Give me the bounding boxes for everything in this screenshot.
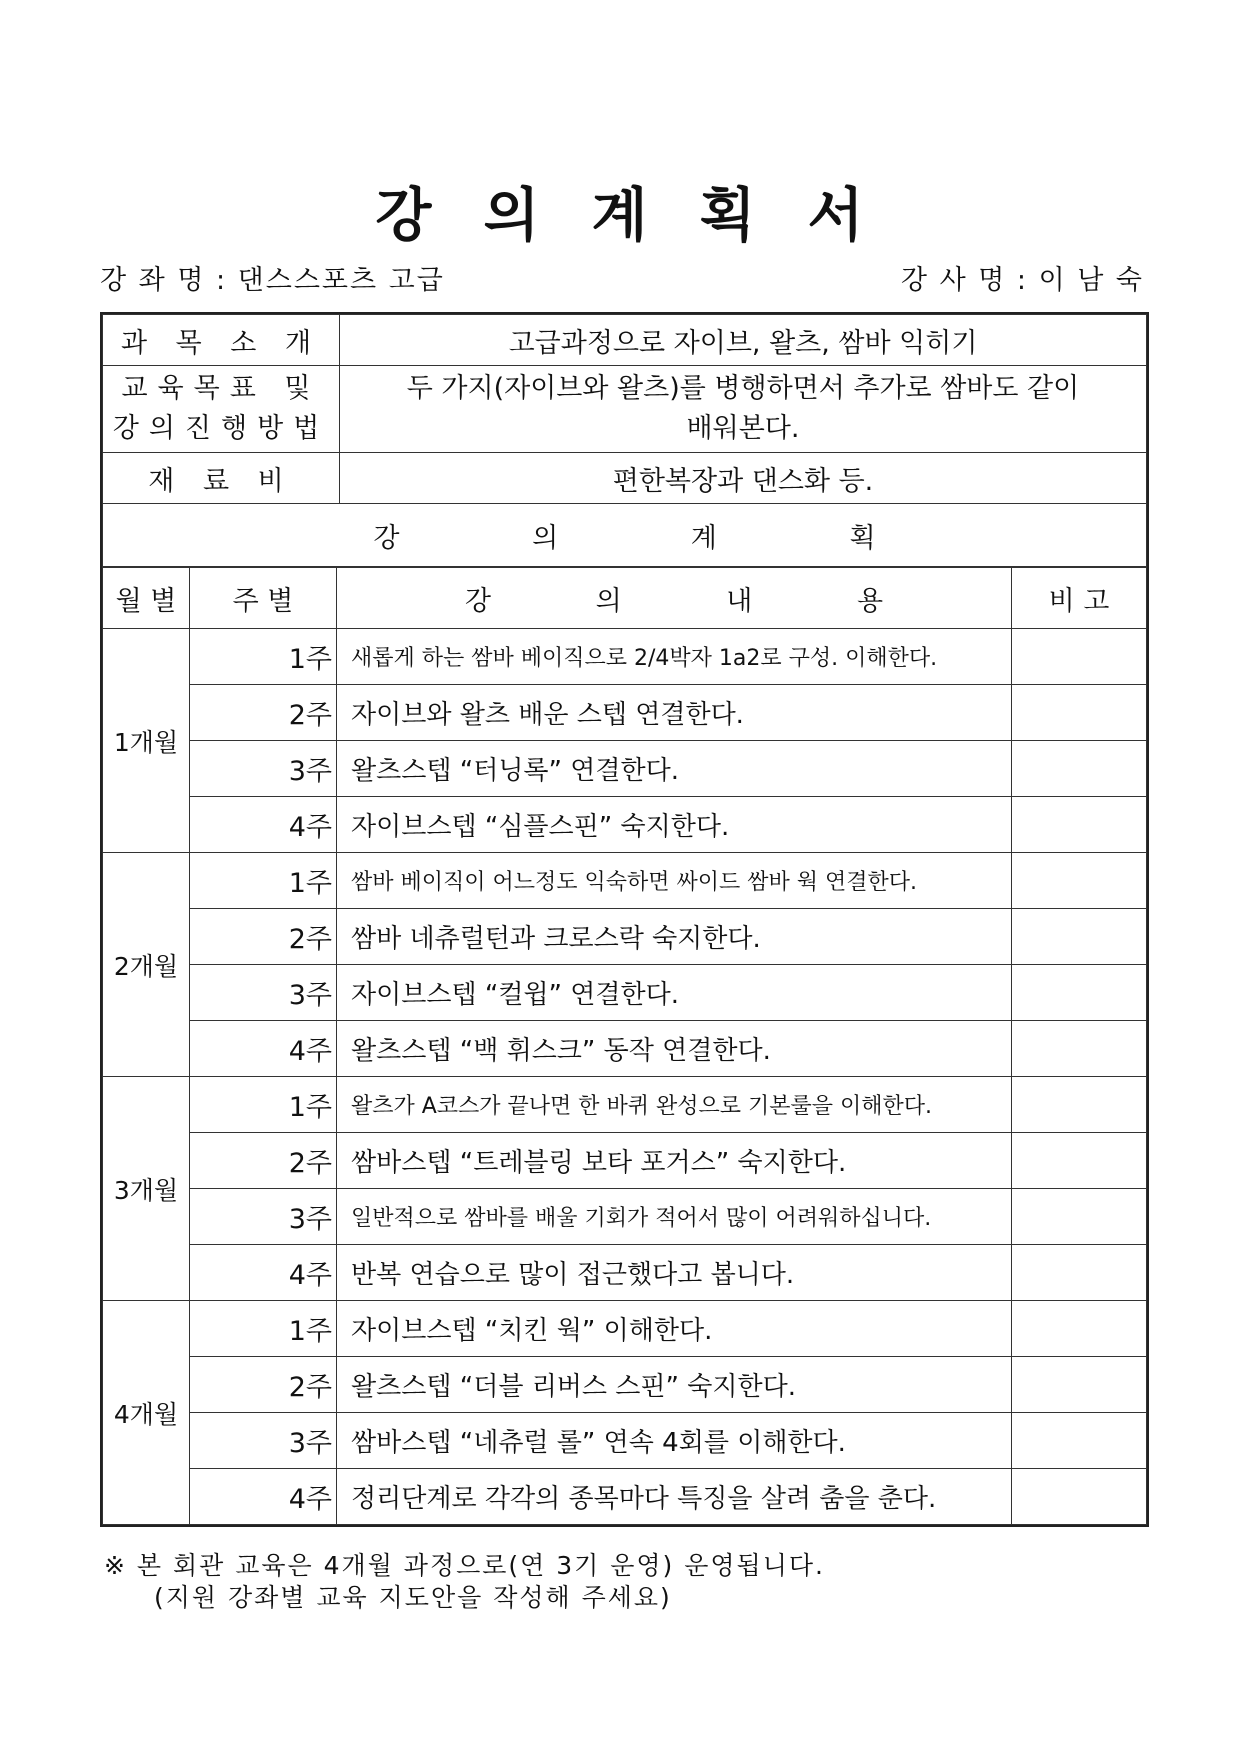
note-cell — [1012, 629, 1147, 685]
week-cell: 2주 — [190, 1357, 337, 1413]
plan-row — [103, 1021, 1147, 1077]
content-cell: 왈츠스텝 “터닝록” 연결한다. — [337, 741, 1012, 797]
material-value: 편한복장과 댄스화 등. — [340, 453, 1147, 504]
intro-row — [103, 315, 1147, 366]
content-cell: 쌈바스텝 “트레블링 보타 포거스” 숙지한다. — [337, 1133, 1012, 1189]
material-label: 재 료 비 — [103, 453, 340, 504]
goal-row — [103, 366, 1147, 453]
content-column-header — [337, 568, 1012, 629]
note-cell — [1012, 1245, 1147, 1301]
week-cell: 4주 — [190, 1469, 337, 1525]
note-cell — [1012, 853, 1147, 909]
section-title-char: 강 — [373, 522, 400, 554]
section-title-char: 획 — [849, 522, 876, 554]
month-column-header: 월 별 — [103, 568, 190, 629]
plan-row — [103, 741, 1147, 797]
content-cell: 자이브스텝 “컬윕” 연결한다. — [337, 965, 1012, 1021]
week-cell: 3주 — [190, 1413, 337, 1469]
note-cell — [1012, 1301, 1147, 1357]
content-cell: 쌈바스텝 “네츄럴 롤” 연속 4회를 이해한다. — [337, 1413, 1012, 1469]
week-cell: 1주 — [190, 629, 337, 685]
content-cell: 새롭게 하는 쌈바 베이직으로 2/4박자 1a2로 구성. 이해한다. — [337, 629, 1012, 685]
content-cell: 일반적으로 쌈바를 배울 기회가 적어서 많이 어려워하십니다. — [337, 1189, 1012, 1245]
goal-label — [103, 366, 340, 453]
month-cell: 3개월 — [103, 1077, 190, 1301]
note-cell — [1012, 1413, 1147, 1469]
note-cell — [1012, 1021, 1147, 1077]
plan-row — [103, 1077, 1147, 1133]
content-cell: 자이브와 왈츠 배운 스텝 연결한다. — [337, 685, 1012, 741]
plan-row — [103, 1413, 1147, 1469]
note-cell — [1012, 1357, 1147, 1413]
note-cell — [1012, 909, 1147, 965]
week-cell: 4주 — [190, 1021, 337, 1077]
content-cell: 반복 연습으로 많이 접근했다고 봅니다. — [337, 1245, 1012, 1301]
section-title — [103, 504, 1147, 567]
week-cell: 1주 — [190, 1301, 337, 1357]
note-column-header: 비 고 — [1012, 568, 1147, 629]
week-cell: 3주 — [190, 965, 337, 1021]
material-row — [103, 453, 1147, 504]
goal-value-line1: 두 가지(자이브와 왈츠)를 병행하면서 추가로 쌈바도 같이 — [406, 373, 1080, 404]
week-cell: 2주 — [190, 909, 337, 965]
intro-label: 과 목 소 개 — [103, 315, 340, 366]
plan-row — [103, 629, 1147, 685]
week-cell: 4주 — [190, 1245, 337, 1301]
plan-row — [103, 1301, 1147, 1357]
week-cell: 2주 — [190, 685, 337, 741]
week-cell: 2주 — [190, 1133, 337, 1189]
month-cell: 1개월 — [103, 629, 190, 853]
section-title-row — [103, 504, 1147, 567]
plan-row — [103, 1357, 1147, 1413]
content-header-char: 의 — [595, 585, 622, 617]
section-title-char: 의 — [532, 522, 559, 554]
note-cell — [1012, 1189, 1147, 1245]
section-title-char: 계 — [690, 522, 717, 554]
plan-row — [103, 1469, 1147, 1525]
plan-row — [103, 1189, 1147, 1245]
footnote-line1: ※ 본 회관 교육은 4개월 과정으로(연 3기 운영) 운영됩니다. — [104, 1551, 825, 1580]
note-cell — [1012, 1077, 1147, 1133]
plan-row — [103, 909, 1147, 965]
content-cell: 자이브스텝 “심플스핀” 숙지한다. — [337, 797, 1012, 853]
content-cell: 쌈바 베이직이 어느정도 익숙하면 싸이드 쌈바 웍 연결한다. — [337, 853, 1012, 909]
plan-row — [103, 685, 1147, 741]
week-cell: 3주 — [190, 741, 337, 797]
plan-row — [103, 797, 1147, 853]
lecture-plan-sheet — [100, 312, 1149, 1527]
content-cell: 자이브스텝 “치킨 웍” 이해한다. — [337, 1301, 1012, 1357]
course-info-table — [102, 314, 1147, 567]
plan-row — [103, 853, 1147, 909]
note-cell — [1012, 965, 1147, 1021]
footnote-line2: (지원 강좌별 교육 지도안을 작성해 주세요) — [154, 1583, 672, 1612]
month-cell: 2개월 — [103, 853, 190, 1077]
footnote — [104, 1550, 825, 1614]
goal-value — [340, 366, 1147, 453]
content-header-char: 용 — [856, 585, 884, 617]
content-cell: 쌈바 네츄럴턴과 크로스락 숙지한다. — [337, 909, 1012, 965]
plan-row — [103, 1245, 1147, 1301]
plan-row — [103, 965, 1147, 1021]
content-cell: 왈츠스텝 “더블 리버스 스핀” 숙지한다. — [337, 1357, 1012, 1413]
content-cell: 왈츠가 A코스가 끝나면 한 바퀴 완성으로 기본룰을 이해한다. — [337, 1077, 1012, 1133]
plan-row — [103, 1133, 1147, 1189]
note-cell — [1012, 1133, 1147, 1189]
week-cell: 4주 — [190, 797, 337, 853]
page-title: 강의계획서 — [375, 181, 916, 249]
note-cell — [1012, 1469, 1147, 1525]
plan-header-row — [103, 568, 1147, 629]
note-cell — [1012, 797, 1147, 853]
goal-label-line2: 강의진행방법 — [112, 413, 330, 444]
week-cell: 3주 — [190, 1189, 337, 1245]
note-cell — [1012, 685, 1147, 741]
note-cell — [1012, 741, 1147, 797]
course-name: 강 좌 명 : 댄스스포츠 고급 — [100, 265, 445, 296]
week-column-header: 주 별 — [190, 568, 337, 629]
week-cell: 1주 — [190, 1077, 337, 1133]
month-cell: 4개월 — [103, 1301, 190, 1525]
content-header-char: 강 — [464, 585, 492, 617]
week-cell: 1주 — [190, 853, 337, 909]
goal-value-line2: 배워본다. — [686, 413, 800, 444]
content-header-char: 내 — [726, 585, 753, 617]
content-cell: 왈츠스텝 “백 휘스크” 동작 연결한다. — [337, 1021, 1012, 1077]
weekly-plan-table — [102, 567, 1147, 1525]
instructor-name: 강 사 명 : 이 남 숙 — [900, 265, 1144, 296]
content-cell: 정리단계로 각각의 종목마다 특징을 살려 춤을 춘다. — [337, 1469, 1012, 1525]
goal-label-line1: 교육목표 및 — [121, 373, 321, 404]
intro-value: 고급과정으로 자이브, 왈츠, 쌈바 익히기 — [340, 315, 1147, 366]
